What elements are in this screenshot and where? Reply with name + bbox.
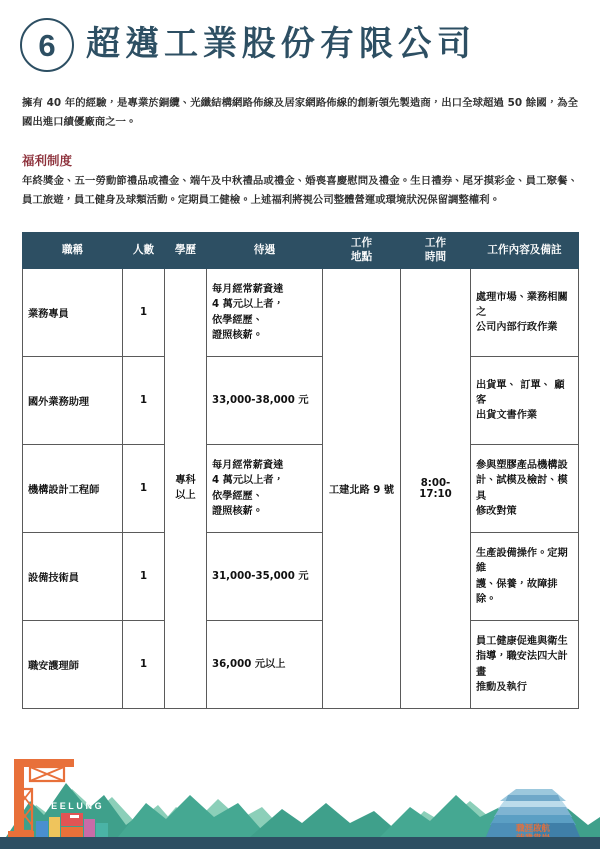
- cell-pay: 33,000-38,000 元: [207, 357, 323, 445]
- cell-education-line1: 專科: [175, 474, 196, 486]
- jobs-table: [22, 232, 579, 709]
- water-band-left-accent: [0, 837, 140, 849]
- header-job-title: 職稱: [23, 233, 123, 269]
- header-work-location-line2: 地點: [350, 250, 373, 263]
- cell-education-merged: [165, 269, 207, 709]
- jobs-table-container: [22, 232, 578, 709]
- cell-job-title: 職安護理師: [23, 621, 123, 709]
- table-row: [23, 621, 579, 709]
- header-work-time-line1: 工作: [424, 237, 447, 250]
- footer-illustration: [0, 745, 600, 849]
- page-header: [0, 0, 600, 72]
- table-row: [23, 269, 579, 357]
- cell-education-line2: 以上: [175, 489, 196, 501]
- header-pay: 待遇: [207, 233, 323, 269]
- cell-pay: 31,000-35,000 元: [207, 533, 323, 621]
- table-row: [23, 357, 579, 445]
- header-work-time: [401, 233, 471, 269]
- cell-job-title: 設備技術員: [23, 533, 123, 621]
- benefits-section: [22, 151, 578, 211]
- cell-work-time-merged: 8:00-17:10: [401, 269, 471, 709]
- cell-headcount: 1: [123, 533, 165, 621]
- header-work-time-line2: 時間: [424, 250, 447, 263]
- company-intro-paragraph: 擁有 40 年的經驗，是專業於銅纜、光纖結構網路佈線及居家網路佈線的創新領先製造商，出口全球超過 50 餘國，為全國出進口績優廠商之一。: [22, 97, 578, 129]
- benefits-description: 年終獎金、五一勞動節禮品或禮金、端午及中秋禮品或禮金、婚喪喜慶慰問及禮金。生日禮券、尾牙摸彩金、員工聚餐、員工旅遊，員工健身及球類活動。定期員工健檢。上述福利將視公司整體營運或環境狀況保留調整權利。: [22, 174, 578, 206]
- table-row: [23, 533, 579, 621]
- cell-pay: 每月經常薪資達 4 萬元以上者， 依學經歷、 證照核薪。: [207, 445, 323, 533]
- table-header-row: [23, 233, 579, 269]
- cell-job-title: 機構設計工程師: [23, 445, 123, 533]
- cell-headcount: 1: [123, 621, 165, 709]
- cell-job-description: 員工健康促進與衛生 指導，職安法四大計畫 推動及執行: [471, 621, 579, 709]
- cell-pay: 每月經常薪資達 4 萬元以上者， 依學經歷、 證照核薪。: [207, 269, 323, 357]
- cell-headcount: 1: [123, 357, 165, 445]
- cell-job-title: 業務專員: [23, 269, 123, 357]
- header-work-location-line1: 工作: [350, 237, 373, 250]
- cell-work-location-merged: 工建北路 9 號: [323, 269, 401, 709]
- table-row: [23, 445, 579, 533]
- cell-job-description: 處理市場、業務相關之 公司內部行政作業: [471, 269, 579, 357]
- ship-slogan-line1: 職涯啟航: [515, 824, 551, 834]
- header-education: 學歷: [165, 233, 207, 269]
- keelung-label: KEELUNG: [42, 801, 105, 811]
- company-name-title: 超邁工業股份有限公司: [86, 24, 476, 65]
- cell-headcount: 1: [123, 269, 165, 357]
- jobs-table-body: [23, 269, 579, 709]
- mountain-range-front-mid: [118, 795, 268, 837]
- mountain-range-front-right: [250, 803, 404, 837]
- cell-pay: 36,000 元以上: [207, 621, 323, 709]
- header-work-location: [323, 233, 401, 269]
- company-number-badge: 6: [20, 18, 74, 72]
- header-headcount: 人數: [123, 233, 165, 269]
- header-job-description: 工作內容及備註: [471, 233, 579, 269]
- cell-job-description: 生產設備操作。定期維 護、保養，故障排除。: [471, 533, 579, 621]
- cell-job-description: 參與塑膠產品機構設 計、試模及檢討、模具 修改對策: [471, 445, 579, 533]
- cell-job-description: 出貨單、 訂單、 顧客 出貨文書作業: [471, 357, 579, 445]
- benefits-heading: 福利制度: [22, 152, 73, 168]
- cell-job-title: 國外業務助理: [23, 357, 123, 445]
- keelung-harbour-graphic: [0, 745, 600, 849]
- cell-headcount: 1: [123, 445, 165, 533]
